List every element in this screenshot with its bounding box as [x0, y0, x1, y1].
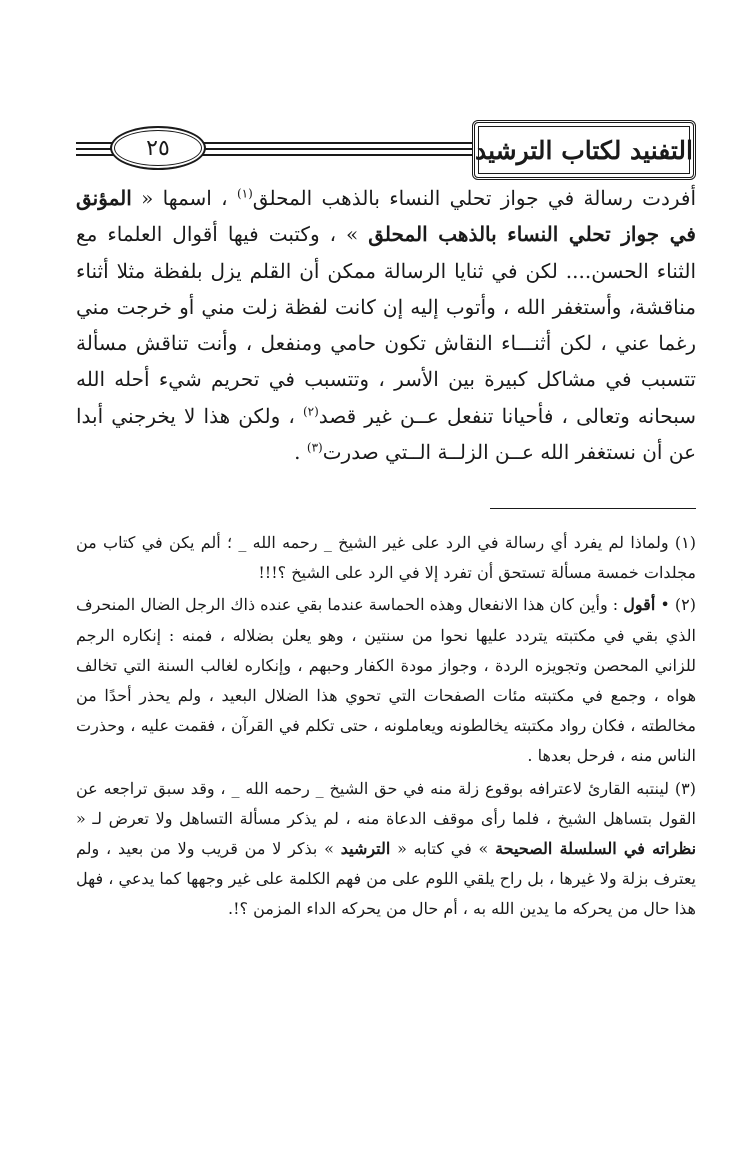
footnote-bold: أقول — [623, 595, 656, 615]
main-paragraph — [76, 180, 696, 470]
book-title: التفنيد لكتاب الترشيد — [474, 135, 693, 165]
page-header — [76, 118, 696, 178]
text-run: » ، وكتبت فيها أقوال العلماء مع الثناء الحسن.... لكن في ثنايا الرسالة ممكن أن القلم يزل بلفظة مثلا أثناء مناقشة، وأستغفر الله ، وأتوب إليه إن كانت لفظة زلت مني أو خرجت مني رغما عني ، لكن أثنـــاء النقاش تكون حامي ومنفعل ، وأنت تناقش مسألة تتسبب في مشاكل كبيرة بين الأسر ، وتتسبب في تحريم شيء أحله الله سبحانه وتعالى ، فأحيانا تنفعل عــن غير قصد — [76, 222, 697, 428]
footnote-text: : وأين كان هذا الانفعال وهذه الحماسة عندما بقي عنده ذاك الرجل الضال المنحرف الذي بقي في مكتبته يتردد عليها نحوا من سنتين ، وهو يعلن بضلاله ، فمنه : إنكاره الرجم للزاني المحصن وتجويزه الردة ، وجواز مودة الكفار وحبهم ، وإنكاره لغالب السنة التي تخالف هواه ، وجمع في مكتبته مئات الصفحات التي تحوي هذا الضلال البعيد ، ولم يحذر أحدًا من مخالطته ، فكان رواد مكتبته يخالطونه ويعاملونه ، حتى تكلم في القرآن ، فقمت عليه ، وحذرت الناس منه ، فرحل بعدها . — [76, 595, 696, 766]
footnote-text: (٣) لينتبه القارئ لاعترافه بوقوع زلة منه في حق الشيخ _ رحمه الله _ ، وقد سبق تراجعه عن القول بتساهل الشيخ ، فلما رأى موقف الدعاة منه ، لم يذكر مسألة التساهل ولا تعرض لـ « — [76, 778, 696, 828]
text-run: ، ولكن هذا لا يخرجني أبدا عن أن نستغفر الله عــن الزلــة الــتي صدرت — [76, 403, 696, 465]
page-number: ٢٥ — [146, 135, 170, 161]
text-run: . — [294, 440, 307, 465]
footnote-text: » بذكر لا من قريب ولا من بعيد ، ولم يعترف بزلة ولا غيرها ، بل راح يلقي اللوم على من فهم الكلمة على غير وجهها كما يدعي ، فهل هذا حال من يحركه ما يدين الله به ، أم حال من يحركه الداء المزمن ؟!. — [76, 839, 697, 919]
treatise-title: المؤنق في جواز تحلي النساء بالذهب المحلق — [76, 186, 696, 247]
footnote-ref: (٣) — [306, 440, 323, 455]
main-text — [76, 180, 696, 470]
footnote-number: (٢) • — [655, 595, 697, 615]
footnotes — [76, 528, 696, 927]
text-run: ، اسمها « — [131, 186, 237, 210]
page-number-frame — [110, 126, 206, 170]
footnote-bold: نظراته في السلسلة الصحيحة — [495, 839, 697, 859]
footnote-ref: (١) — [236, 186, 253, 201]
text-run: أفردت رسالة في جواز تحلي النساء بالذهب المحلق — [252, 186, 697, 210]
book-title-frame — [472, 120, 696, 180]
footnote-1: (١) ولماذا لم يفرد أي رسالة في الرد على غير الشيخ _ رحمه الله _ ؛ ألم يكن في كتاب من مجلدات خمسة مسألة تستحق أن تفرد إلا في الرد على الشيخ ؟!!! — [76, 533, 696, 583]
footnote-2 — [76, 590, 696, 771]
footnote-ref: (٢) — [302, 404, 319, 419]
footnote-3 — [76, 774, 696, 925]
footnote-text: » في كتابه « — [390, 839, 496, 859]
footnote-bold: الترشيد — [340, 839, 391, 859]
footnote-separator — [490, 508, 696, 509]
